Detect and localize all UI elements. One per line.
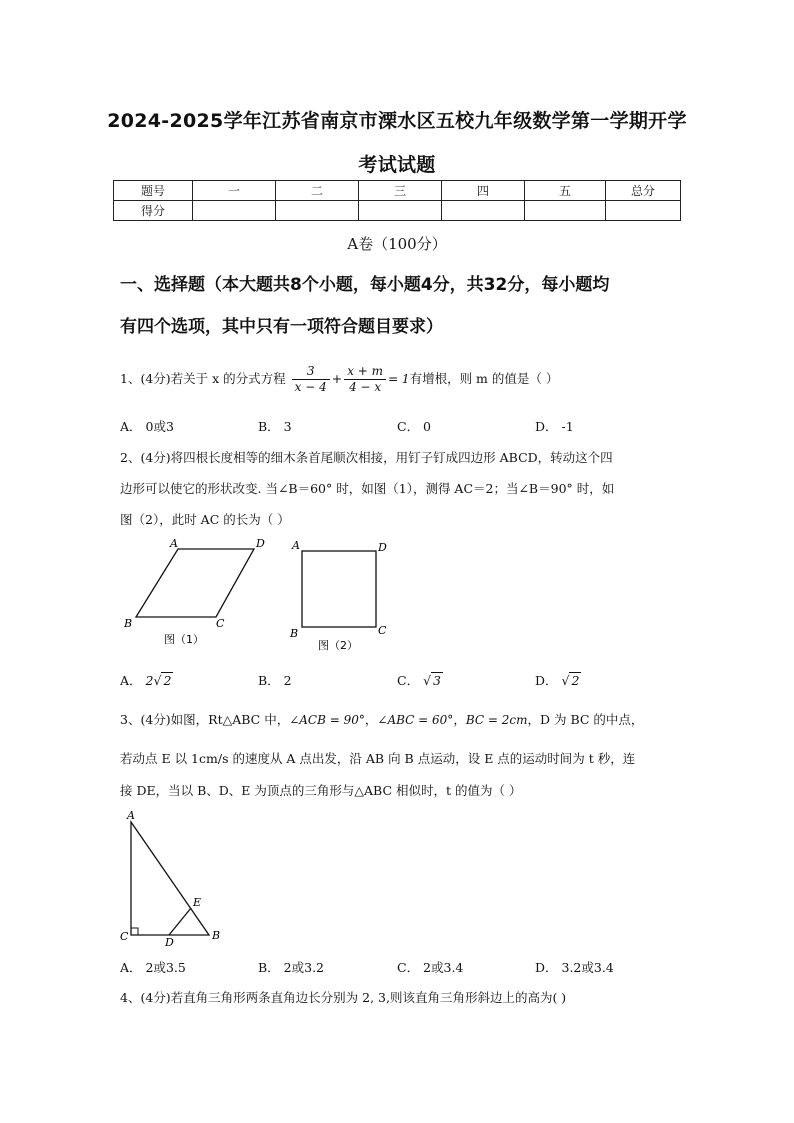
q3-point-c: C <box>120 930 129 943</box>
fig2-point-a: A <box>292 539 300 552</box>
q2-option-d-label: D． <box>535 673 558 688</box>
q3-figure-triangle <box>115 808 235 948</box>
q3-sep: ， <box>453 712 466 727</box>
q1-option-d[interactable]: D． -1 <box>535 419 574 434</box>
fig1-caption: 图（1） <box>164 633 204 646</box>
q3-option-b[interactable]: B． 2或3.2 <box>258 960 324 975</box>
q3-option-c[interactable]: C． 2或3.4 <box>397 960 464 975</box>
q1-option-a[interactable]: A． 0或3 <box>120 419 174 434</box>
q1-frac2-denominator: 4 − x <box>349 380 382 394</box>
q3-point-d: D <box>165 936 174 948</box>
volume-label: A卷（100分） <box>347 235 447 253</box>
q2-option-a-label: A． <box>120 673 142 688</box>
table-cell: 一 <box>193 181 276 201</box>
q1-equals: = 1 <box>388 372 410 386</box>
q1-stem <box>120 362 680 396</box>
q3-sep: ， <box>364 712 378 727</box>
table-cell: 题号 <box>114 181 193 201</box>
q3-cond-abc: ∠ABC = 60° <box>377 713 454 727</box>
table-cell[interactable] <box>193 201 276 221</box>
score-table-score-row <box>114 201 681 221</box>
exam-title-line1: 2024-2025学年江苏省南京市溧水区五校九年级数学第一学期开学 <box>107 110 687 132</box>
q2-d-radicand: 2 <box>571 673 580 688</box>
q2-option-c-value: √ 3 <box>423 673 441 688</box>
q3-cond-bc: BC = 2cm <box>465 713 528 727</box>
section1-heading-line2: 有四个选项，其中只有一项符合题目要求） <box>120 317 443 337</box>
q3-line2: 若动点 E 以 1cm/s 的速度从 A 点出发，沿 AB 向 B 点运动，设 E 点的运动时间为 t 秒，连 <box>120 751 636 766</box>
q1-frac1-denominator: x − 4 <box>294 380 327 394</box>
q1-prefix: 1、(4分)若关于 x 的分式方程 <box>120 371 286 386</box>
q3-prefix: 3、(4分)如图，Rt△ABC 中， <box>120 712 290 727</box>
q1-fraction-2 <box>344 364 386 395</box>
q2-option-b[interactable]: B． 2 <box>258 673 292 688</box>
q2-figure-2-square <box>289 539 387 652</box>
q1-options <box>120 417 680 437</box>
table-cell: 三 <box>359 181 442 201</box>
q2-option-c-label: C． <box>397 673 420 688</box>
fig2-point-d: D <box>378 541 387 554</box>
table-cell[interactable] <box>276 201 359 221</box>
q2-a-coef: 2 <box>145 673 154 688</box>
q2-option-a[interactable] <box>120 671 173 689</box>
q3-suffix: ，D 为 BC 的中点， <box>527 712 644 727</box>
q3-line3: 接 DE，当以 B、D、E 为顶点的三角形与△ABC 相似时，t 的值为（ ） <box>120 783 522 798</box>
q2-figures <box>118 535 408 660</box>
q2-line1: 2、(4分)将四根长度相等的细木条首尾顺次相接，用钉子钉成四边形 ABCD，转动这个四 <box>120 450 613 465</box>
fig1-point-d: D <box>256 537 265 550</box>
q1-plus: + <box>331 371 343 386</box>
table-cell: 得分 <box>114 201 193 221</box>
section1-heading-line1: 一、选择题（本大题共8个小题，每小题4分，共32分，每小题均 <box>120 275 610 295</box>
q2-line2: 边形可以使它的形状改变. 当∠B＝60° 时，如图（1），测得 AC＝2；当∠B＝90° 时，如 <box>120 481 615 496</box>
q3-cond-acb: ∠ACB = 90° <box>289 713 365 727</box>
table-cell: 总分 <box>606 181 681 201</box>
q3-options <box>120 958 680 978</box>
q2-option-d[interactable] <box>535 671 581 689</box>
q3-option-a[interactable]: A． 2或3.5 <box>120 960 186 975</box>
q1-option-c[interactable]: C． 0 <box>397 419 431 434</box>
q2-option-a-value: 2√ 2 <box>145 673 172 688</box>
table-cell[interactable] <box>606 201 681 221</box>
q4-line1: 4、(4分)若直角三角形两条直角边长分别为 2, 3,则该直角三角形斜边上的高为( ) <box>120 990 567 1005</box>
fig1-point-c: C <box>216 617 225 630</box>
q1-fraction-1 <box>292 364 330 395</box>
table-cell: 四 <box>442 181 525 201</box>
table-cell[interactable] <box>359 201 442 221</box>
fig2-caption: 图（2） <box>318 639 358 652</box>
fig1-point-b: B <box>124 617 133 630</box>
q2-a-radicand: 2 <box>163 673 172 688</box>
q3-point-e: E <box>193 896 202 909</box>
fig1-point-a: A <box>170 537 178 550</box>
table-cell[interactable] <box>442 201 525 221</box>
q3-point-a: A <box>127 809 135 822</box>
table-cell: 五 <box>525 181 606 201</box>
q2-option-d-value: √ 2 <box>561 673 580 688</box>
table-cell: 二 <box>276 181 359 201</box>
fig2-point-b: B <box>290 627 299 640</box>
q3-option-d[interactable]: D． 3.2或3.4 <box>535 960 614 975</box>
q1-frac2-numerator: x + m <box>344 364 386 380</box>
q1-suffix: 有增根，则 m 的值是（ ） <box>409 371 559 386</box>
q1-option-b[interactable]: B． 3 <box>258 419 292 434</box>
q2-options <box>120 671 680 691</box>
fig2-point-c: C <box>378 624 387 637</box>
table-cell[interactable] <box>525 201 606 221</box>
q2-c-radicand: 3 <box>433 673 441 688</box>
q2-figure-1-rhombus <box>123 537 265 646</box>
q2-line3: 图（2），此时 AC 的长为（ ） <box>120 512 290 527</box>
q3-point-b: B <box>212 929 221 942</box>
q1-frac1-numerator: 3 <box>292 364 330 380</box>
q2-option-c[interactable] <box>397 671 443 689</box>
score-table-header-row <box>114 181 681 201</box>
q3-line1 <box>120 704 680 736</box>
exam-title-line2: 考试试题 <box>358 154 436 176</box>
score-table <box>113 180 681 221</box>
